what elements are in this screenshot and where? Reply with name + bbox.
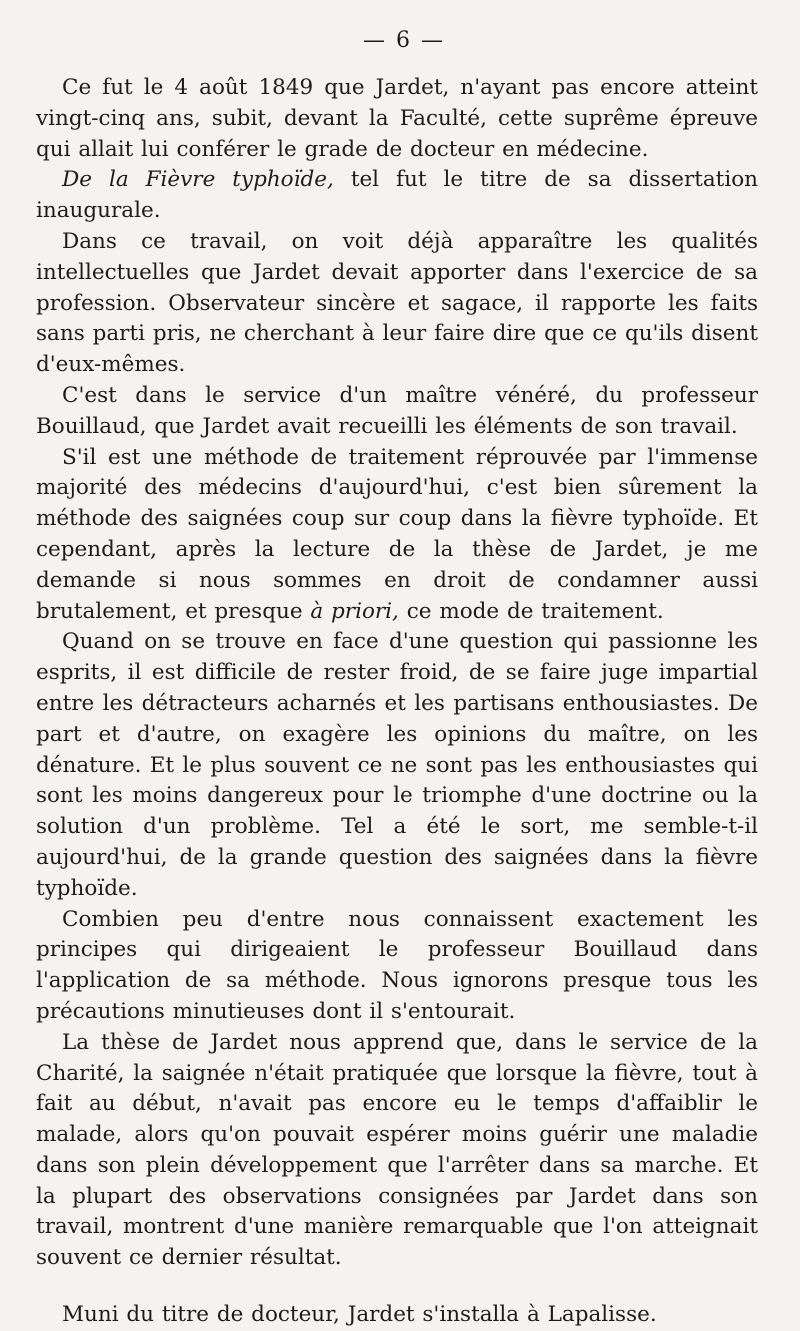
paragraph-9: Muni du titre de docteur, Jardet s'installa à Lapalisse. [62,1302,657,1328]
paragraph-5: S'il est une méthode de traitement réprouvée par l'immense majorité des médecins d'aujourd'hui, c'est bien sûrement la méthode des saignées coup sur coup dans la fièvre typhoïde. Et cependant, après la lecture de la thèse de Jardet, je me demande si nous sommes en droit de condamner aussi brutalement, et presque à priori, ce mode de traitement. [36,444,758,624]
paragraph-1: Ce fut le 4 août 1849 que Jardet, n'ayant pas encore atteint vingt-cinq ans, subit, devant la Faculté, cette suprême épreuve qui allait lui conférer le grade de docteur en médecine. [36,75,758,162]
paragraph-2: De la Fièvre typhoïde, tel fut le titre de sa dissertation inaugurale. [36,167,758,224]
italic-phrase: à priori, [310,598,399,624]
paragraph-4: C'est dans le service d'un maître vénéré, du professeur Bouillaud, que Jardet avait recueilli les éléments de son travail. [36,382,758,439]
body-text [36,73,758,1331]
paragraph-7: Combien peu d'entre nous connaissent exactement les principes qui dirigeaient le professeur Bouillaud dans l'application de sa méthode. Nous ignorons presque tous les précautions minutieuses dont il s'entourait. [36,906,758,1024]
paragraph-3: Dans ce travail, on voit déjà apparaître les qualités intellectuelles que Jardet devait apporter dans l'exercice de sa profession. Observateur sincère et sagace, il rapporte les faits sans parti pris, ne cherchant à leur faire dire que ce qu'ils disent d'eux-mêmes. [36,228,758,378]
paragraph-8: La thèse de Jardet nous apprend que, dans le service de la Charité, la saignée n'était pratiquée que lorsque la fièvre, tout à fait au début, n'avait pas encore eu le temps d'affaiblir le malade, alors qu'on pouvait espérer moins guérir une maladie dans son plein développement que l'arrêter dans sa marche. Et la plupart des observations consignées par Jardet dans son travail, montrent d'une manière remarquable que l'on atteignait souvent ce dernier résultat. [36,1029,758,1271]
paragraph-6: Quand on se trouve en face d'une question qui passionne les esprits, il est difficile de rester froid, de se faire juge impartial entre les détracteurs acharnés et les partisans enthousiastes. De part et d'autre, on exagère les opinions du maître, on les dénature. Et le plus souvent ce ne sont pas les enthousiastes qui sont les moins dangereux pour le triomphe d'une doctrine ou la solution d'un problème. Tel a été le sort, me semble-t-il aujourd'hui, de la grande question des saignées dans la fièvre typhoïde. [36,629,758,901]
thesis-title: De la Fièvre typhoïde, [62,167,334,193]
page-number: — 6 — [363,28,445,53]
